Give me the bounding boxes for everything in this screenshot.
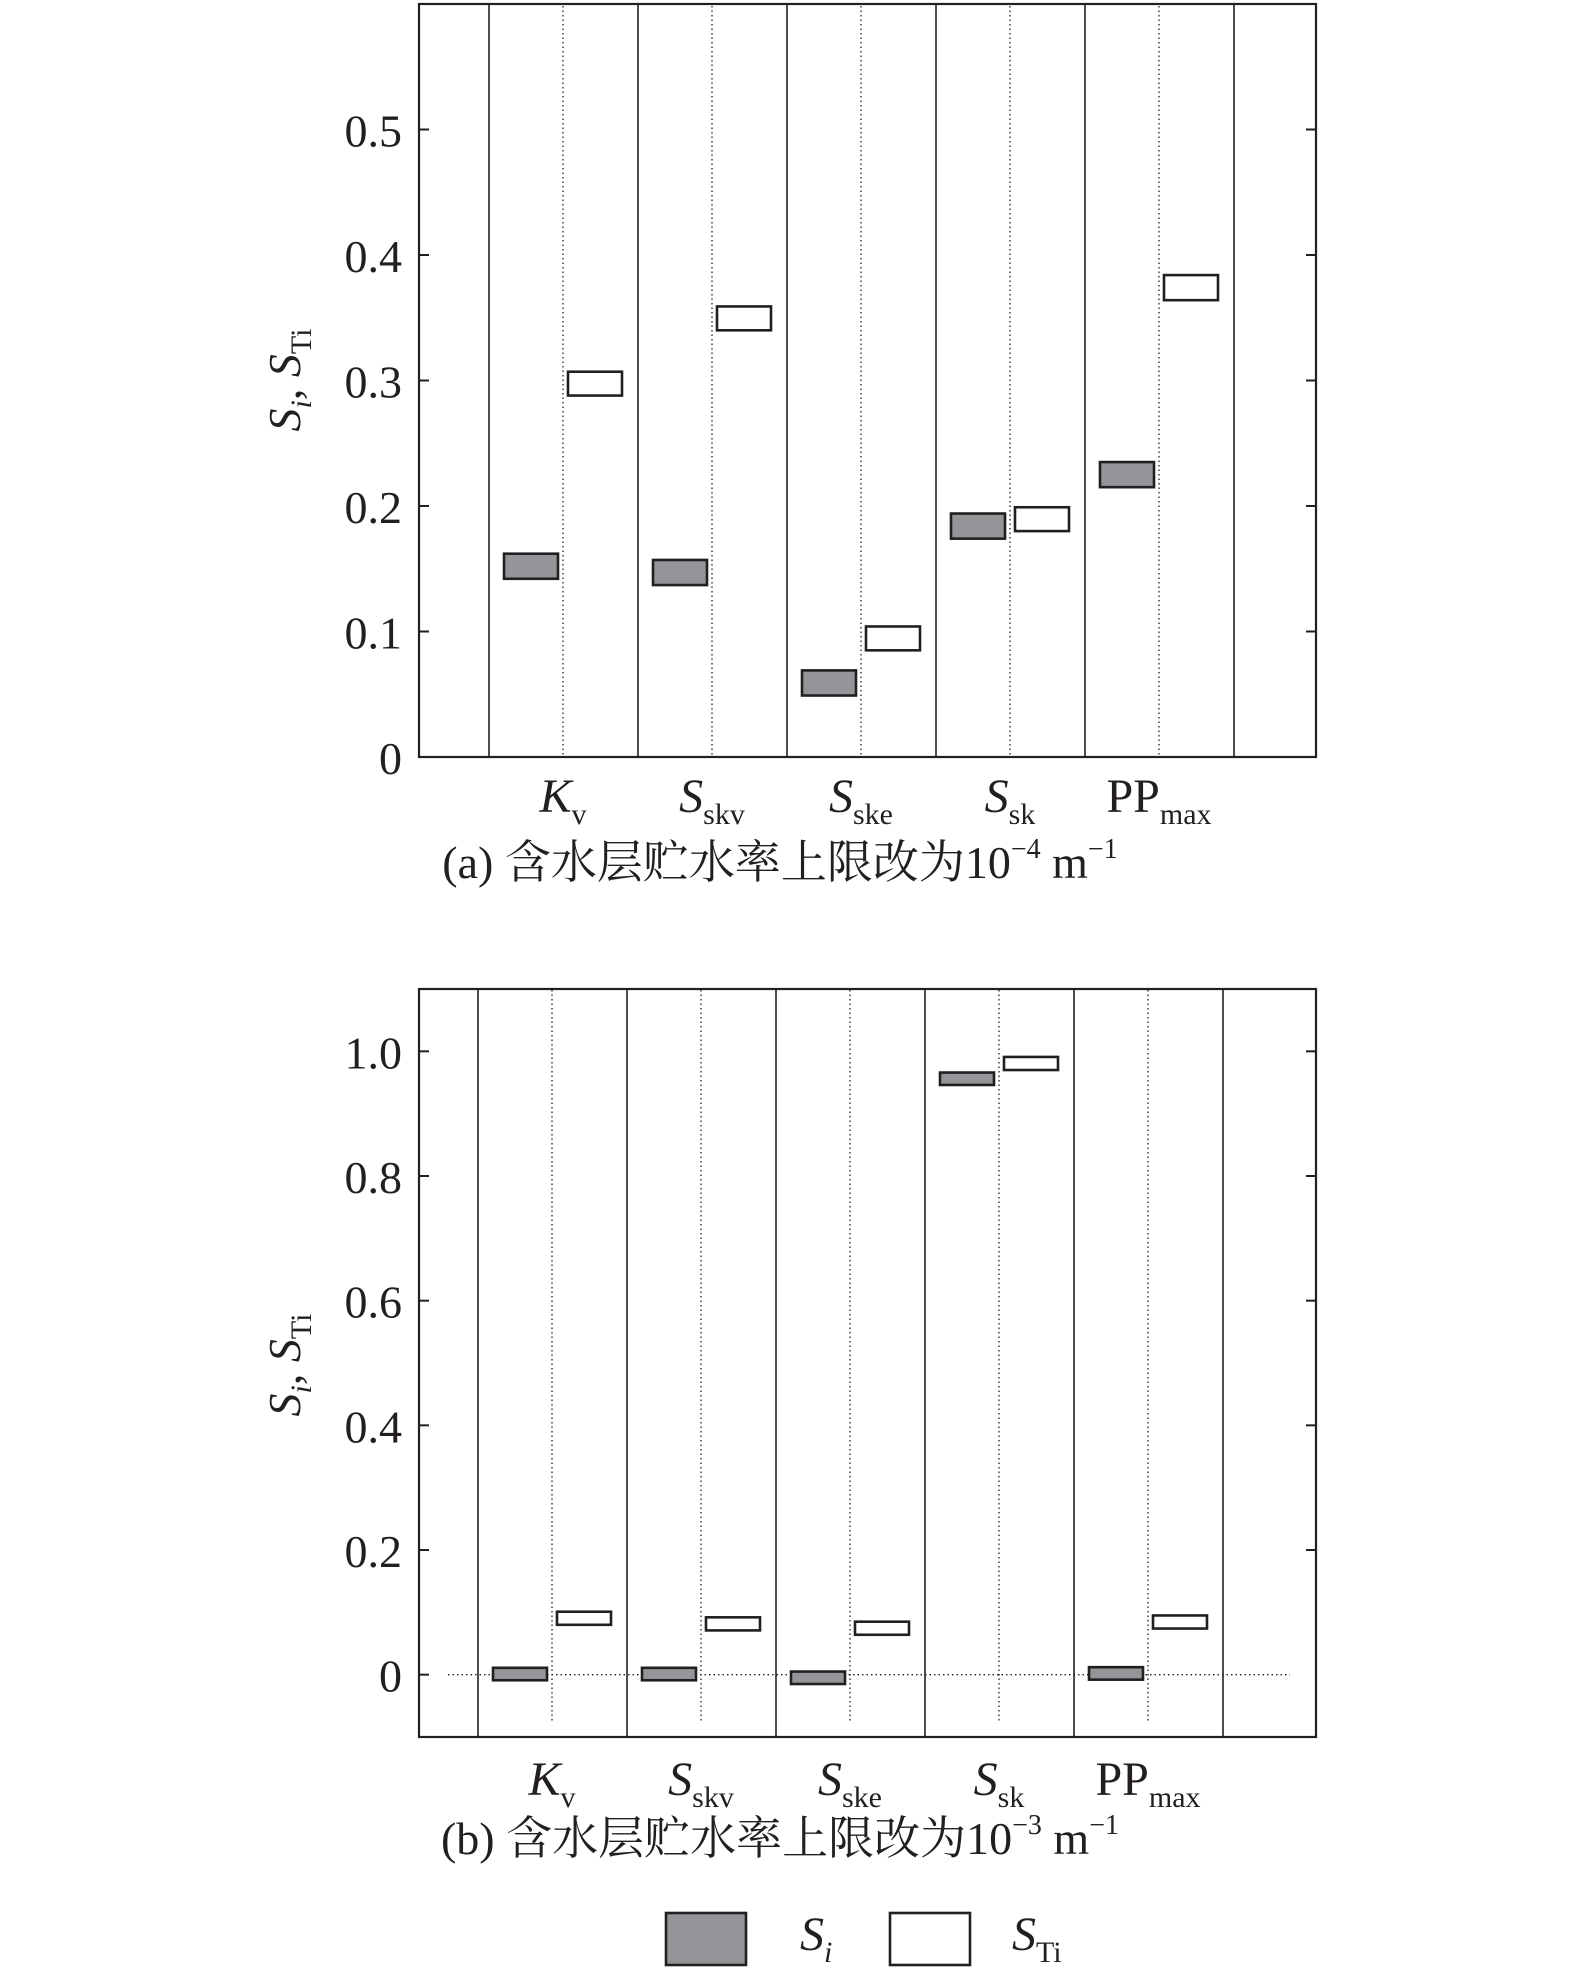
legend-swatch-Si bbox=[666, 1913, 746, 1965]
bar-Si-0 bbox=[493, 1668, 547, 1680]
category-label: $PP_{max}$ bbox=[1106, 770, 1212, 831]
y-tick-label: 0.8 bbox=[344, 1152, 402, 1203]
y-axis-label: $S_i$, $S_{Ti}$ bbox=[259, 328, 318, 432]
bar-Si-2 bbox=[791, 1672, 845, 1684]
category-label: $S_{sk}$ bbox=[973, 1753, 1025, 1814]
bar-Si-2 bbox=[802, 670, 856, 695]
bar-STi-4 bbox=[1153, 1615, 1207, 1628]
category-label: $S_{sk}$ bbox=[984, 770, 1036, 831]
y-tick-label: 0.4 bbox=[344, 231, 402, 282]
y-tick-label: 0.4 bbox=[344, 1401, 402, 1453]
y-tick-label: 0 bbox=[379, 733, 402, 784]
bar-Si-3 bbox=[951, 514, 1005, 539]
bar-STi-0 bbox=[557, 1612, 611, 1625]
category-label: $S_{skv}$ bbox=[679, 770, 745, 831]
bar-Si-0 bbox=[504, 554, 558, 579]
bar-Si-3 bbox=[940, 1073, 994, 1085]
category-label: $S_{ske}$ bbox=[829, 770, 893, 831]
legend-swatch-STi bbox=[890, 1913, 970, 1965]
category-label: $S_{ske}$ bbox=[818, 1753, 882, 1814]
bar-STi-2 bbox=[855, 1622, 909, 1635]
bar-Si-1 bbox=[642, 1668, 696, 1680]
y-tick-label: 0.2 bbox=[344, 482, 402, 533]
y-axis-label: $S_i$, $S_{Ti}$ bbox=[259, 1313, 318, 1417]
chart-panel-b bbox=[259, 989, 1316, 1864]
bar-STi-2 bbox=[866, 626, 920, 650]
legend-label-Si: $S_i$ bbox=[800, 1908, 833, 1969]
panel-caption: (a) 含水层贮水率上限改为$10^{-4}$ $m^{-1}$ bbox=[442, 834, 1118, 888]
y-tick-label: 1.0 bbox=[344, 1027, 402, 1079]
bar-STi-1 bbox=[717, 306, 771, 330]
category-label: $PP_{max}$ bbox=[1095, 1753, 1201, 1814]
bar-STi-3 bbox=[1015, 507, 1069, 531]
y-tick-label: 0.6 bbox=[344, 1276, 402, 1328]
y-tick-label: 0 bbox=[379, 1650, 402, 1702]
category-label: $K_v$ bbox=[528, 1753, 576, 1814]
panel-caption: (b) 含水层贮水率上限改为$10^{-3}$ $m^{-1}$ bbox=[440, 1810, 1120, 1864]
bar-Si-4 bbox=[1089, 1667, 1143, 1679]
y-tick-label: 0.2 bbox=[344, 1526, 402, 1577]
y-tick-label: 0.5 bbox=[344, 105, 402, 157]
bar-STi-4 bbox=[1164, 275, 1218, 300]
category-label: $S_{skv}$ bbox=[668, 1753, 734, 1814]
category-label: $K_v$ bbox=[539, 770, 587, 831]
legend bbox=[666, 1908, 1062, 1969]
chart-panel-a bbox=[259, 4, 1316, 888]
bar-Si-1 bbox=[653, 560, 707, 585]
legend-label-STi: $S_{Ti}$ bbox=[1012, 1908, 1062, 1969]
bar-STi-3 bbox=[1004, 1057, 1058, 1070]
bar-STi-0 bbox=[568, 372, 622, 396]
y-tick-label: 0.3 bbox=[344, 356, 402, 408]
bar-Si-4 bbox=[1100, 462, 1154, 487]
bar-STi-1 bbox=[706, 1617, 760, 1630]
y-tick-label: 0.1 bbox=[344, 607, 402, 659]
